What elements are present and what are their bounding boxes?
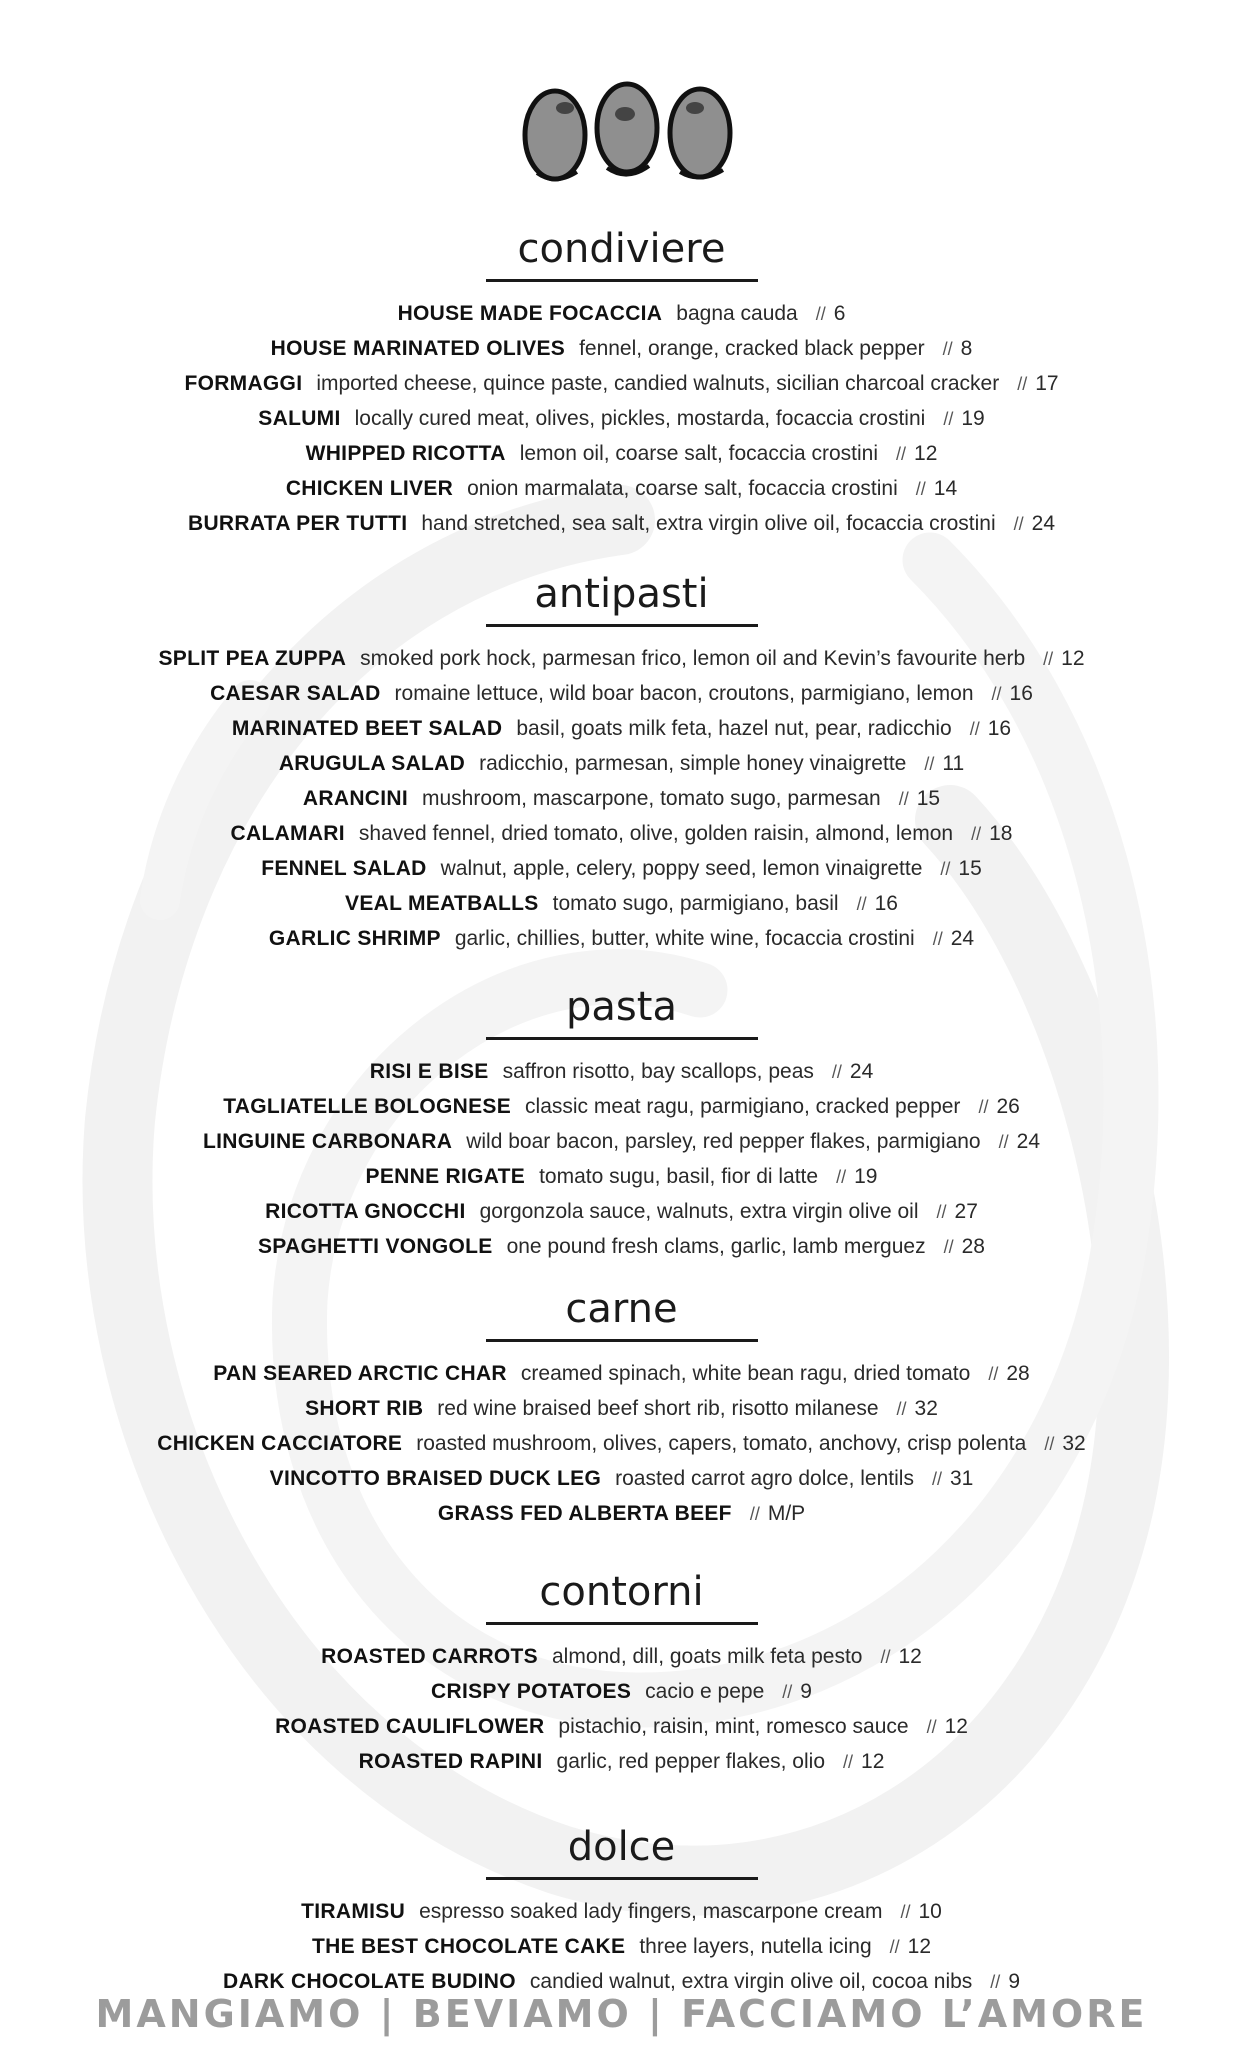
price-separator: // bbox=[1017, 374, 1028, 394]
item-name: BURRATA PER TUTTI bbox=[187, 512, 408, 535]
item-name: CHICKEN CACCIATORE bbox=[157, 1432, 403, 1455]
price-separator: // bbox=[990, 1972, 1001, 1992]
item-description: espresso soaked lady fingers, mascarpone cream bbox=[419, 1900, 883, 1923]
menu-item bbox=[0, 746, 1243, 781]
item-price: 28 bbox=[1006, 1362, 1030, 1385]
item-name: SALUMI bbox=[258, 407, 341, 430]
section-divider bbox=[486, 1037, 758, 1040]
item-description: pistachio, raisin, mint, romesco sauce bbox=[558, 1715, 909, 1738]
menu-item bbox=[0, 781, 1243, 816]
menu-item bbox=[0, 1426, 1243, 1461]
section-condiviere bbox=[0, 225, 1243, 541]
section-carne bbox=[0, 1285, 1243, 1531]
item-name: FORMAGGI bbox=[184, 372, 303, 395]
item-price: M/P bbox=[767, 1502, 806, 1525]
section-title: antipasti bbox=[534, 571, 709, 617]
menu-items bbox=[0, 296, 1243, 541]
item-description: fennel, orange, cracked black pepper bbox=[579, 337, 925, 360]
menu-item bbox=[0, 1356, 1243, 1391]
item-name: PENNE RIGATE bbox=[365, 1165, 526, 1188]
item-description: gorgonzola sauce, walnuts, extra virgin olive oil bbox=[479, 1200, 919, 1223]
menu-item bbox=[0, 711, 1243, 746]
menu-item bbox=[0, 1159, 1243, 1194]
section-pasta bbox=[0, 983, 1243, 1264]
item-price: 9 bbox=[1008, 1970, 1020, 1993]
price-separator: // bbox=[931, 1469, 942, 1489]
item-description: candied walnut, extra virgin olive oil, cocoa nibs bbox=[529, 1970, 973, 1993]
menu-item bbox=[0, 1496, 1243, 1531]
price-separator: // bbox=[943, 409, 954, 429]
item-description: creamed spinach, white bean ragu, dried tomato bbox=[520, 1362, 971, 1385]
section-divider bbox=[486, 1622, 758, 1625]
item-description: garlic, red pepper flakes, olio bbox=[556, 1750, 825, 1773]
menu-item bbox=[0, 1674, 1243, 1709]
item-description: shaved fennel, dried tomato, olive, golden raisin, almond, lemon bbox=[358, 822, 954, 845]
menu-item bbox=[0, 1639, 1243, 1674]
item-name: WHIPPED RICOTTA bbox=[305, 442, 506, 465]
menu-item bbox=[0, 1194, 1243, 1229]
price-separator: // bbox=[932, 929, 943, 949]
item-name: VEAL MEATBALLS bbox=[345, 892, 539, 915]
item-name: LINGUINE CARBONARA bbox=[202, 1130, 453, 1153]
menu-item bbox=[0, 436, 1243, 471]
price-separator: // bbox=[1013, 514, 1024, 534]
item-name: THE BEST CHOCOLATE CAKE bbox=[311, 1935, 626, 1958]
item-name: HOUSE MARINATED OLIVES bbox=[270, 337, 566, 360]
item-name: VINCOTTO BRAISED DUCK LEG bbox=[269, 1467, 602, 1490]
item-name: DARK CHOCOLATE BUDINO bbox=[222, 1970, 516, 1993]
menu-item bbox=[0, 676, 1243, 711]
item-description: wild boar bacon, parsley, red pepper flakes, parmigiano bbox=[466, 1130, 981, 1153]
item-price: 28 bbox=[961, 1235, 985, 1258]
price-separator: // bbox=[900, 1902, 911, 1922]
item-price: 24 bbox=[950, 927, 975, 950]
section-title: contorni bbox=[539, 1569, 704, 1615]
item-description: garlic, chillies, butter, white wine, focaccia crostini bbox=[454, 927, 915, 950]
item-price: 18 bbox=[989, 822, 1013, 845]
menu-item bbox=[0, 1054, 1243, 1089]
item-description: imported cheese, quince paste, candied walnuts, sicilian charcoal cracker bbox=[316, 372, 1000, 395]
item-price: 8 bbox=[960, 337, 973, 360]
price-separator: // bbox=[998, 1132, 1009, 1152]
section-title: pasta bbox=[566, 984, 677, 1030]
item-description: saffron risotto, bay scallops, peas bbox=[502, 1060, 814, 1083]
item-description: basil, goats milk feta, hazel nut, pear, radicchio bbox=[516, 717, 952, 740]
item-price: 32 bbox=[1062, 1432, 1086, 1455]
item-description: almond, dill, goats milk feta pesto bbox=[551, 1645, 863, 1668]
item-price: 12 bbox=[944, 1715, 968, 1738]
price-separator: // bbox=[1044, 1434, 1055, 1454]
item-name: HOUSE MADE FOCACCIA bbox=[397, 302, 663, 325]
menu-item bbox=[0, 1124, 1243, 1159]
item-price: 11 bbox=[942, 752, 965, 775]
item-name: TAGLIATELLE BOLOGNESE bbox=[223, 1095, 512, 1118]
olives-logo bbox=[515, 78, 740, 188]
item-name: GARLIC SHRIMP bbox=[268, 927, 441, 950]
item-description: cacio e pepe bbox=[645, 1680, 765, 1703]
menu-items bbox=[0, 1054, 1243, 1264]
olive-icon-left bbox=[525, 91, 585, 179]
price-separator: // bbox=[991, 684, 1002, 704]
price-separator: // bbox=[924, 754, 935, 774]
item-description: tomato sugu, basil, fior di latte bbox=[539, 1165, 819, 1188]
item-name: CALAMARI bbox=[230, 822, 345, 845]
section-title: carne bbox=[565, 1286, 678, 1332]
item-description: onion marmalata, coarse salt, focaccia crostini bbox=[467, 477, 898, 500]
item-price: 27 bbox=[954, 1200, 978, 1223]
price-separator: // bbox=[1043, 649, 1054, 669]
price-separator: // bbox=[889, 1937, 900, 1957]
price-separator: // bbox=[749, 1504, 760, 1524]
menu-item bbox=[0, 921, 1243, 956]
item-description: romaine lettuce, wild boar bacon, croutons, parmigiano, lemon bbox=[394, 682, 974, 705]
price-separator: // bbox=[926, 1717, 937, 1737]
menu-items bbox=[0, 1894, 1243, 1999]
item-price: 6 bbox=[833, 302, 846, 325]
item-price: 15 bbox=[916, 787, 941, 810]
section-divider bbox=[486, 1877, 758, 1880]
price-separator: // bbox=[942, 339, 953, 359]
item-name: ROASTED CAULIFLOWER bbox=[275, 1715, 545, 1738]
menu-item bbox=[0, 1964, 1243, 1999]
item-name: TIRAMISU bbox=[301, 1900, 406, 1923]
price-separator: // bbox=[896, 1399, 907, 1419]
price-separator: // bbox=[978, 1097, 989, 1117]
menu-item bbox=[0, 1391, 1243, 1426]
price-separator: // bbox=[915, 479, 926, 499]
menu-item bbox=[0, 1894, 1243, 1929]
item-name: FENNEL SALAD bbox=[261, 857, 427, 880]
item-name: SPAGHETTI VONGOLE bbox=[258, 1235, 493, 1258]
item-description: classic meat ragu, parmigiano, cracked pepper bbox=[525, 1095, 961, 1118]
menu-item bbox=[0, 886, 1243, 921]
price-separator: // bbox=[943, 1237, 954, 1257]
price-separator: // bbox=[831, 1062, 842, 1082]
item-price: 10 bbox=[918, 1900, 942, 1923]
price-separator: // bbox=[782, 1682, 793, 1702]
item-description: lemon oil, coarse salt, focaccia crostini bbox=[519, 442, 879, 465]
item-description: hand stretched, sea salt, extra virgin olive oil, focaccia crostini bbox=[421, 512, 996, 535]
item-description: three layers, nutella icing bbox=[639, 1935, 872, 1958]
item-price: 12 bbox=[861, 1750, 885, 1773]
section-title: dolce bbox=[567, 1824, 676, 1870]
section-divider bbox=[486, 1339, 758, 1342]
section-contorni bbox=[0, 1568, 1243, 1779]
item-name: MARINATED BEET SALAD bbox=[231, 717, 503, 740]
section-title: condiviere bbox=[517, 226, 726, 272]
price-separator: // bbox=[815, 304, 826, 324]
menu-item bbox=[0, 816, 1243, 851]
price-separator: // bbox=[940, 859, 951, 879]
menu-item bbox=[0, 1744, 1243, 1779]
item-price: 19 bbox=[961, 407, 985, 430]
olive-icon-middle bbox=[597, 84, 657, 175]
item-name: RICOTTA GNOCCHI bbox=[265, 1200, 466, 1223]
item-price: 32 bbox=[914, 1397, 938, 1420]
item-price: 19 bbox=[854, 1165, 878, 1188]
price-separator: // bbox=[856, 894, 867, 914]
price-separator: // bbox=[936, 1202, 947, 1222]
item-price: 24 bbox=[849, 1060, 874, 1083]
menu-item bbox=[0, 1929, 1243, 1964]
price-separator: // bbox=[898, 789, 909, 809]
item-name: CRISPY POTATOES bbox=[431, 1680, 632, 1703]
item-name: SPLIT PEA ZUPPA bbox=[158, 647, 347, 670]
item-price: 12 bbox=[1061, 647, 1085, 670]
item-price: 24 bbox=[1016, 1130, 1040, 1153]
menu-items bbox=[0, 1356, 1243, 1531]
section-dolce bbox=[0, 1823, 1243, 1999]
section-divider bbox=[486, 279, 758, 282]
menu-item bbox=[0, 471, 1243, 506]
item-price: 16 bbox=[987, 717, 1012, 740]
item-name: PAN SEARED ARCTIC CHAR bbox=[213, 1362, 507, 1385]
item-description: roasted carrot agro dolce, lentils bbox=[615, 1467, 914, 1490]
item-price: 12 bbox=[898, 1645, 922, 1668]
item-price: 12 bbox=[907, 1935, 932, 1958]
price-separator: // bbox=[971, 824, 982, 844]
item-name: ROASTED RAPINI bbox=[358, 1750, 543, 1773]
item-price: 16 bbox=[1009, 682, 1033, 705]
menu-item bbox=[0, 1089, 1243, 1124]
item-price: 31 bbox=[949, 1467, 974, 1490]
item-price: 26 bbox=[996, 1095, 1020, 1118]
price-separator: // bbox=[880, 1647, 891, 1667]
menu-item bbox=[0, 1229, 1243, 1264]
menu-item bbox=[0, 366, 1243, 401]
item-description: mushroom, mascarpone, tomato sugo, parmesan bbox=[421, 787, 881, 810]
menu-item bbox=[0, 296, 1243, 331]
price-separator: // bbox=[836, 1167, 847, 1187]
item-description: roasted mushroom, olives, capers, tomato, anchovy, crisp polenta bbox=[416, 1432, 1027, 1455]
item-description: one pound fresh clams, garlic, lamb merguez bbox=[506, 1235, 926, 1258]
menu-item bbox=[0, 851, 1243, 886]
item-description: tomato sugo, parmigiano, basil bbox=[552, 892, 839, 915]
item-name: CHICKEN LIVER bbox=[285, 477, 454, 500]
menu-items bbox=[0, 641, 1243, 956]
item-name: ARUGULA SALAD bbox=[278, 752, 466, 775]
item-price: 12 bbox=[914, 442, 938, 465]
item-price: 14 bbox=[933, 477, 958, 500]
price-separator: // bbox=[988, 1364, 999, 1384]
item-price: 9 bbox=[800, 1680, 812, 1703]
section-antipasti bbox=[0, 570, 1243, 956]
item-price: 17 bbox=[1035, 372, 1059, 395]
menu-item bbox=[0, 641, 1243, 676]
item-name: RISI E BISE bbox=[369, 1060, 489, 1083]
price-separator: // bbox=[896, 444, 907, 464]
item-description: walnut, apple, celery, poppy seed, lemon vinaigrette bbox=[440, 857, 923, 880]
item-description: smoked pork hock, parmesan frico, lemon oil and Kevin’s favourite herb bbox=[360, 647, 1026, 670]
menu-item bbox=[0, 1461, 1243, 1496]
section-divider bbox=[486, 624, 758, 627]
menu-item bbox=[0, 331, 1243, 366]
price-separator: // bbox=[969, 719, 980, 739]
footer-tagline: MANGIAMO | BEVIAMO | FACCIAMO L’AMORE bbox=[95, 1992, 1148, 2036]
item-description: red wine braised beef short rib, risotto milanese bbox=[437, 1397, 879, 1420]
item-description: bagna cauda bbox=[676, 302, 798, 325]
menu-items bbox=[0, 1639, 1243, 1779]
item-name: ARANCINI bbox=[302, 787, 408, 810]
item-price: 15 bbox=[958, 857, 982, 880]
menu-item bbox=[0, 1709, 1243, 1744]
menu-item bbox=[0, 506, 1243, 541]
item-description: locally cured meat, olives, pickles, mostarda, focaccia crostini bbox=[354, 407, 926, 430]
menu-item bbox=[0, 401, 1243, 436]
item-price: 24 bbox=[1031, 512, 1055, 535]
item-name: GRASS FED ALBERTA BEEF bbox=[437, 1502, 732, 1525]
price-separator: // bbox=[843, 1752, 854, 1772]
item-price: 16 bbox=[874, 892, 898, 915]
item-description: radicchio, parmesan, simple honey vinaigrette bbox=[479, 752, 907, 775]
item-name: SHORT RIB bbox=[305, 1397, 424, 1420]
item-name: ROASTED CARROTS bbox=[321, 1645, 538, 1668]
item-name: CAESAR SALAD bbox=[210, 682, 381, 705]
olive-icon-right bbox=[670, 89, 730, 178]
